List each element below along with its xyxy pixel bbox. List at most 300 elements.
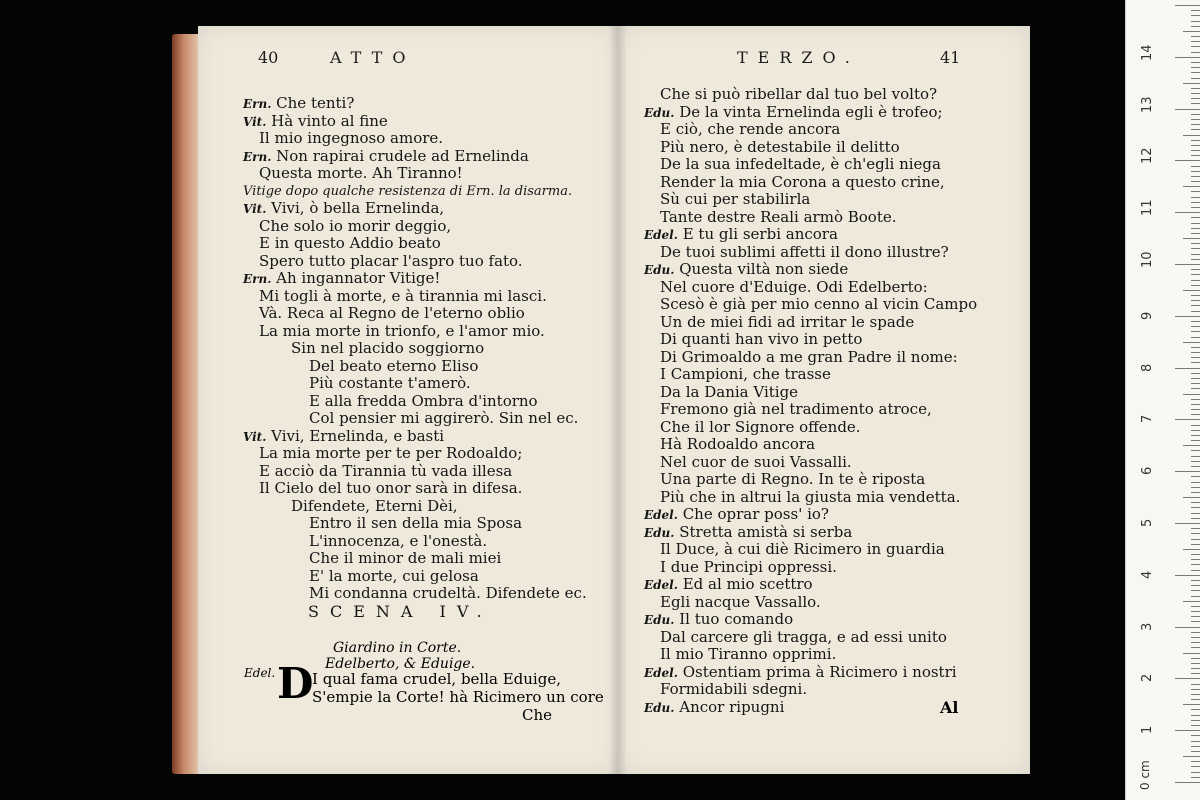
ruler-tick [1191, 197, 1200, 198]
ruler-tick [1191, 492, 1200, 493]
ruler-tick [1191, 166, 1200, 167]
line-text: De la sua infedeltade, è ch'egli niega [660, 155, 941, 173]
text-line [644, 296, 994, 314]
ruler-tick [1191, 544, 1200, 545]
ruler-tick [1191, 647, 1200, 648]
ruler-tick [1191, 564, 1200, 565]
text-line [644, 541, 994, 559]
text-line [644, 261, 994, 279]
ruler-tick [1191, 36, 1200, 37]
text-line [644, 174, 994, 192]
ruler-tick [1191, 632, 1200, 633]
ruler-tick [1191, 78, 1200, 79]
ruler-tick [1191, 502, 1200, 503]
text-line [644, 611, 994, 629]
ruler-tick [1191, 181, 1200, 182]
line-text: Più che in altrui la giusta mia vendetta. [660, 487, 961, 506]
text-line [243, 200, 588, 218]
ruler-tick [1191, 715, 1200, 716]
line-text: S'empie la Corte! hà Ricimero un core [312, 687, 604, 706]
line-text: Il Cielo del tuo onor sarà in difesa. [259, 479, 523, 497]
ruler-tick [1191, 766, 1200, 767]
ruler-tick [1191, 248, 1200, 249]
right-running-header: TERZO. [737, 48, 860, 67]
line-text: Una parte di Regno. In te è riposta [660, 470, 926, 488]
text-line [243, 165, 588, 183]
line-text: Un de miei fidi ad irritar le spade [660, 312, 915, 331]
text-line [243, 148, 588, 166]
ruler-tick [1191, 761, 1200, 762]
line-text: La mia morte in trionfo, e l'amor mio. [259, 321, 545, 340]
ruler-tick [1191, 41, 1200, 42]
ruler-tick [1183, 653, 1200, 654]
text-line [243, 585, 588, 603]
ruler-number: 10 [1140, 251, 1155, 268]
ruler-tick [1191, 466, 1200, 467]
ruler-tick [1183, 31, 1200, 32]
text-line [644, 366, 994, 384]
ruler-tick [1191, 62, 1200, 63]
ruler-tick [1183, 290, 1200, 291]
speaker-label: Vit. [243, 202, 267, 216]
line-text: Che il minor de mali miei [309, 549, 502, 567]
line-text: Più costante t'amerò. [309, 374, 471, 392]
ruler-tick [1191, 72, 1200, 73]
ruler-tick [1191, 741, 1200, 742]
line-text: Del beato eterno Eliso [309, 356, 479, 375]
text-line [644, 664, 994, 682]
text-line [644, 576, 994, 594]
speaker-label: Edel. [644, 228, 678, 242]
ruler-tick [1191, 533, 1200, 534]
ruler-tick [1191, 98, 1200, 99]
ruler-tick [1191, 383, 1200, 384]
ruler-tick [1191, 694, 1200, 695]
ruler-tick [1183, 135, 1200, 136]
ruler-tick [1191, 300, 1200, 301]
ruler-tick [1183, 238, 1200, 239]
ruler-number: 2 [1140, 674, 1155, 683]
ruler-tick [1191, 129, 1200, 130]
line-text: De la vinta Ernelinda egli è trofeo; [679, 102, 943, 121]
line-text: Che oprar poss' io? [682, 505, 829, 523]
ruler-tick [1191, 611, 1200, 612]
scene-opening-lines [312, 671, 604, 706]
line-text: Vivi, ò bella Ernelinda, [271, 199, 445, 217]
text-line [243, 270, 588, 288]
ruler-tick [1175, 730, 1200, 731]
ruler-tick [1191, 409, 1200, 410]
ruler-tick [1191, 337, 1200, 338]
text-line [644, 279, 994, 297]
speaker-label: Ern. [243, 97, 272, 111]
ruler-tick [1191, 202, 1200, 203]
line-text: Difendete, Eterni Dèi, [291, 496, 458, 515]
speaker-label: Vit. [243, 114, 267, 129]
ruler-tick [1191, 388, 1200, 389]
line-text: Egli nacque Vassallo. [660, 592, 821, 611]
text-line [644, 489, 994, 507]
text-line [644, 454, 994, 472]
ruler-tick [1191, 720, 1200, 721]
ruler-tick [1191, 191, 1200, 192]
ruler-tick [1175, 5, 1200, 6]
ruler-tick [1191, 223, 1200, 224]
speaker-label: Edu. [644, 263, 675, 277]
line-text: Il mio Tiranno opprimi. [660, 645, 837, 663]
ruler-tick [1191, 228, 1200, 229]
ruler-tick [1191, 331, 1200, 332]
line-text: Vitige dopo qualche resistenza di Ern. la disarma. [243, 183, 573, 199]
text-line [644, 244, 994, 262]
ruler-tick [1191, 67, 1200, 68]
ruler-tick [1191, 414, 1200, 415]
line-text: L'innocenza, e l'onestà. [309, 531, 488, 550]
line-text: Più nero, è detestabile il delitto [660, 137, 900, 156]
speaker-label: Ern. [243, 272, 272, 286]
text-line [243, 113, 588, 131]
text-line [644, 559, 994, 577]
line-text: La mia morte per te per Rodoaldo; [259, 444, 523, 462]
dropcap-letter: D [277, 659, 314, 708]
text-line [644, 524, 994, 542]
ruler-tick [1191, 145, 1200, 146]
ruler-tick [1191, 88, 1200, 89]
text-line [243, 393, 588, 411]
text-line [644, 401, 994, 419]
line-text: Non rapirai crudele ad Ernelinda [276, 146, 529, 165]
text-line [644, 349, 994, 367]
speaker-label: Edu. [644, 525, 675, 540]
ruler-tick [1191, 673, 1200, 674]
text-line [243, 515, 588, 533]
line-text: Hà vinto al fine [271, 111, 388, 130]
ruler-tick [1183, 756, 1200, 757]
text-line [644, 471, 994, 489]
line-text: E tu gli serbi ancora [682, 225, 838, 243]
line-text: Dal carcere gli tragga, e ad essi unito [660, 627, 947, 646]
ruler-tick [1191, 590, 1200, 591]
ruler-tick [1191, 352, 1200, 353]
ruler-tick [1191, 689, 1200, 690]
ruler-tick [1175, 264, 1200, 265]
scene-setting: Giardino in Corte. [333, 640, 462, 656]
left-running-header: ATTO [330, 48, 416, 67]
ruler-tick [1191, 585, 1200, 586]
ruler-tick [1191, 777, 1200, 778]
ruler-tick [1191, 570, 1200, 571]
ruler-tick [1183, 704, 1200, 705]
ruler-tick [1191, 751, 1200, 752]
ruler-tick [1183, 83, 1200, 84]
ruler-tick [1191, 621, 1200, 622]
text-line [243, 428, 588, 446]
line-text: Il tuo comando [679, 610, 794, 628]
ruler-tick [1175, 471, 1200, 472]
line-text: Il Duce, à cui diè Ricimero in guardia [660, 540, 945, 558]
line-text: E ciò, che rende ancora [660, 120, 841, 138]
ruler-tick [1191, 435, 1200, 436]
text-line [243, 480, 588, 498]
ruler-tick [1183, 186, 1200, 187]
ruler-tick [1191, 140, 1200, 141]
ruler-tick [1191, 658, 1200, 659]
line-text: Sù cui per stabilirla [660, 190, 811, 208]
line-text: Questa morte. Ah Tiranno! [259, 164, 463, 182]
text-line [243, 218, 588, 236]
ruler-tick [1191, 207, 1200, 208]
line-text: E acciò da Tirannia tù vada illesa [259, 461, 513, 480]
speaker-label: Vit. [243, 429, 267, 444]
ruler-tick [1191, 518, 1200, 519]
stage-direction [243, 183, 588, 201]
speaker-label: Edel. [644, 508, 678, 522]
ruler-tick [1191, 450, 1200, 451]
ruler-tick [1175, 575, 1200, 576]
book-gutter [610, 26, 626, 774]
speaker-label: Edu. [644, 700, 675, 715]
ruler-tick [1191, 642, 1200, 643]
ruler-tick [1191, 52, 1200, 53]
ruler-tick [1191, 378, 1200, 379]
line-text: Spero tutto placar l'aspro tuo fato. [259, 251, 523, 270]
text-line [644, 419, 994, 437]
ruler-tick [1191, 274, 1200, 275]
ruler-tick [1175, 419, 1200, 420]
ruler-tick [1191, 487, 1200, 488]
line-text: Che si può ribellar dal tuo bel volto? [660, 85, 938, 103]
text-line [243, 95, 588, 113]
line-text: Di Grimoaldo a me gran Padre il nome: [660, 347, 958, 366]
ruler-number: 11 [1140, 199, 1155, 217]
ruler-number: 12 [1140, 147, 1155, 165]
ruler-tick [1183, 549, 1200, 550]
ruler-tick [1191, 735, 1200, 736]
ruler-tick [1191, 254, 1200, 255]
speaker-label: Edel. [644, 578, 678, 592]
ruler-tick [1191, 10, 1200, 11]
ruler-tick [1191, 15, 1200, 16]
text-line [243, 533, 588, 551]
ruler-tick [1191, 321, 1200, 322]
ruler-tick [1175, 368, 1200, 369]
ruler-tick [1175, 782, 1200, 783]
ruler-tick [1191, 243, 1200, 244]
line-text: Fremono già nel tradimento atroce, [660, 400, 932, 418]
ruler-tick [1191, 746, 1200, 747]
ruler-tick [1183, 394, 1200, 395]
text-line [644, 436, 994, 454]
ruler-number: 8 [1140, 363, 1155, 372]
ruler-tick [1191, 373, 1200, 374]
line-text: Nel cuor de suoi Vassalli. [660, 452, 852, 471]
text-line [644, 384, 994, 402]
ruler-tick [1191, 280, 1200, 281]
line-text: Che il lor Signore offende. [660, 417, 861, 436]
right-page-text [644, 86, 994, 716]
ruler-number: 9 [1140, 311, 1155, 320]
text-line [644, 121, 994, 139]
ruler-tick [1191, 171, 1200, 172]
ruler-tick [1191, 103, 1200, 104]
scene-characters: Edelberto, & Eduige. [325, 656, 476, 672]
line-text: Render la mia Corona a questo crine, [660, 172, 945, 191]
ruler-number: 3 [1140, 622, 1155, 631]
ruler-number: 7 [1140, 415, 1155, 424]
ruler-tick [1191, 482, 1200, 483]
ruler-tick [1191, 326, 1200, 327]
ruler-tick [1191, 114, 1200, 115]
line-text: E in questo Addio beato [259, 234, 441, 252]
ruler-tick [1191, 668, 1200, 669]
text-line [644, 594, 994, 612]
ruler-tick [1175, 109, 1200, 110]
text-line [243, 358, 588, 376]
line-text: Tante destre Reali armò Boote. [660, 207, 897, 226]
ruler-tick [1191, 259, 1200, 260]
right-catchword: Al [940, 698, 959, 717]
text-line [644, 191, 994, 209]
ruler-tick [1175, 316, 1200, 317]
ruler-tick [1191, 93, 1200, 94]
ruler-tick [1191, 150, 1200, 151]
ruler-tick [1191, 507, 1200, 508]
text-line [243, 410, 588, 428]
text-line [243, 253, 588, 271]
ruler-tick [1191, 233, 1200, 234]
ruler-tick [1191, 357, 1200, 358]
ruler-number: 6 [1140, 466, 1155, 476]
line-text: Stretta amistà si serba [679, 522, 853, 541]
text-line [644, 681, 994, 699]
text-line [644, 156, 994, 174]
ruler-tick [1191, 399, 1200, 400]
ruler-tick [1191, 404, 1200, 405]
text-line [243, 550, 588, 568]
ruler-tick [1191, 580, 1200, 581]
line-text: I Campioni, che trasse [660, 365, 831, 383]
ruler-tick [1191, 772, 1200, 773]
ruler-tick [1191, 425, 1200, 426]
dropcap-speaker-label: Edel. [244, 666, 276, 680]
speaker-label: Edu. [644, 613, 675, 627]
text-line [644, 209, 994, 227]
ruler-tick [1191, 311, 1200, 312]
ruler-tick [1175, 160, 1200, 161]
ruler-tick [1191, 362, 1200, 363]
ruler-tick [1191, 699, 1200, 700]
line-text: Sin nel placido soggiorno [291, 339, 485, 357]
ruler-number: 13 [1140, 96, 1155, 113]
ruler-tick [1191, 456, 1200, 457]
text-line [644, 226, 994, 244]
ruler-tick [1191, 217, 1200, 218]
ruler-tick [1183, 445, 1200, 446]
right-page-number: 41 [940, 48, 961, 67]
ruler-tick [1191, 461, 1200, 462]
ruler-number: 1 [1140, 725, 1155, 735]
ruler-tick [1191, 119, 1200, 120]
ruler-tick [1191, 440, 1200, 441]
measurement-ruler [1125, 0, 1200, 800]
line-text: Formidabili sdegni. [660, 680, 808, 698]
text-line [243, 340, 588, 358]
text-line [644, 104, 994, 122]
ruler-tick [1183, 342, 1200, 343]
ruler-tick [1191, 295, 1200, 296]
text-line [243, 130, 588, 148]
ruler-tick [1191, 155, 1200, 156]
line-text: Ancor ripugni [679, 697, 785, 716]
line-text: Và. Reca al Regno de l'eterno oblio [259, 304, 525, 322]
ruler-tick [1191, 513, 1200, 514]
ruler-tick [1191, 725, 1200, 726]
text-line [243, 445, 588, 463]
text-line [243, 375, 588, 393]
line-text: Col pensier mi aggirerò. Sin nel ec. [309, 409, 579, 427]
line-text: De tuoi sublimi affetti il dono illustre? [660, 242, 949, 261]
ruler-tick [1175, 678, 1200, 679]
ruler-tick [1191, 596, 1200, 597]
ruler-tick [1191, 663, 1200, 664]
text-line [644, 86, 994, 104]
ruler-tick [1191, 26, 1200, 27]
ruler-tick [1191, 21, 1200, 22]
line-text: Nel cuore d'Eduige. Odi Edelberto: [660, 277, 928, 296]
ruler-tick [1191, 176, 1200, 177]
line-text: Hà Rodoaldo ancora [660, 435, 816, 453]
ruler-tick [1191, 709, 1200, 710]
ruler-tick [1191, 684, 1200, 685]
ruler-unit-label: 0 cm [1138, 760, 1152, 790]
text-line [243, 305, 588, 323]
line-text: Di quanti han vivo in petto [660, 330, 863, 348]
left-page-text [243, 95, 588, 603]
ruler-tick [1191, 124, 1200, 125]
ruler-tick [1175, 57, 1200, 58]
text-line [644, 506, 994, 524]
text-line [644, 331, 994, 349]
text-line [243, 288, 588, 306]
ruler-tick [1191, 606, 1200, 607]
line-text: Mi togli à morte, e à tirannia mi lasci. [259, 286, 547, 305]
text-line [243, 235, 588, 253]
text-line [644, 314, 994, 332]
scene-heading: SCENA IV. [308, 602, 493, 621]
ruler-tick [1191, 347, 1200, 348]
ruler-tick [1191, 285, 1200, 286]
speaker-label: Ern. [243, 149, 272, 164]
line-text: Ah ingannator Vitige! [276, 269, 441, 287]
line-text: Che solo io morir deggio, [259, 216, 452, 235]
text-line [243, 323, 588, 341]
line-text: Mi condanna crudeltà. Difendete ec. [309, 584, 587, 602]
speaker-label: Edel. [644, 665, 678, 680]
ruler-tick [1175, 523, 1200, 524]
text-line [644, 629, 994, 647]
text-line [644, 646, 994, 664]
ruler-tick [1191, 637, 1200, 638]
line-text: Questa viltà non siede [679, 260, 849, 278]
ruler-tick [1191, 476, 1200, 477]
left-page-number: 40 [258, 48, 279, 67]
ruler-tick [1191, 528, 1200, 529]
line-text: I qual fama crudel, bella Eduige, [312, 670, 561, 688]
line-text: Da la Dania Vitige [660, 382, 799, 401]
line-text: I due Principi oppressi. [660, 557, 837, 576]
ruler-tick [1191, 269, 1200, 270]
line-text: Ed al mio scettro [682, 575, 813, 593]
